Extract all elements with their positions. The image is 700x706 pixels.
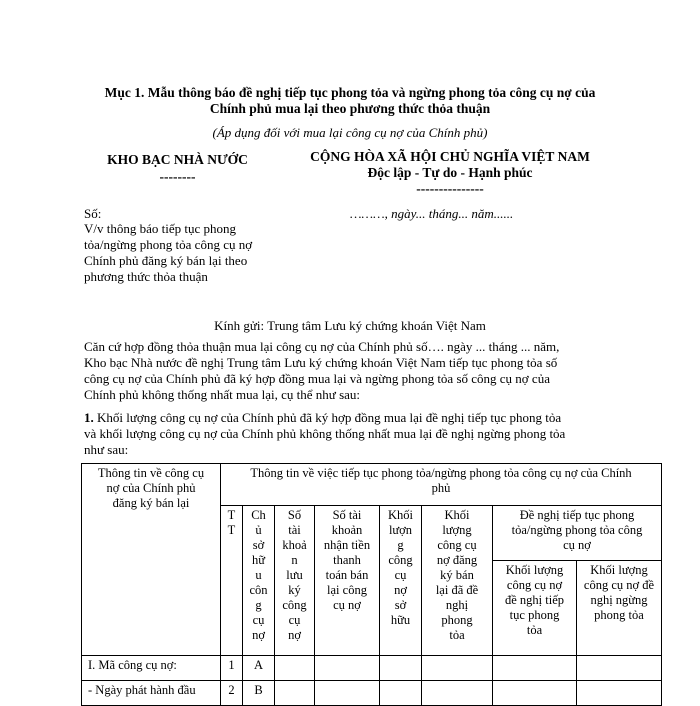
motto-divider: --------------- <box>416 181 484 196</box>
intro-line: Chính phủ không thống nhất mua lại, cụ thể như sau: <box>84 387 361 402</box>
intro-line: công cụ nợ của Chính phủ đã ký hợp đồng mua lại và ngừng phong tỏa số công cụ nợ của <box>84 371 550 386</box>
recipient-line: Kính gửi: Trung tâm Lưu ký chứng khoán Việt Nam <box>214 318 486 333</box>
intro-line: Căn cứ hợp đồng thỏa thuận mua lại công cụ nợ của Chính phủ số…. ngày ... tháng ... năm, <box>84 339 560 354</box>
header-blockade-info: Thông tin về việc tiếp tục phong tỏa/ngừng phong tỏa công cụ nợ của Chính phủ <box>221 464 662 506</box>
row-code: A <box>243 656 275 681</box>
header-owner: Ch ủ sở hữ u côn g cụ nợ <box>243 506 275 656</box>
header-volume-stop: Khối lượng công cụ nợ đề nghị ngừng phong tỏa <box>577 561 662 656</box>
subject-line: V/v thông báo tiếp tục phong <box>84 221 237 236</box>
debt-instrument-table <box>81 463 662 706</box>
nation-name: CỘNG HÒA XÃ HỘI CHỦ NGHĨA VIỆT NAM <box>310 149 590 164</box>
header-volume-continue: Khối lượng công cụ nợ đề nghị tiếp tục phong tỏa <box>493 561 577 656</box>
section-1-line <box>84 410 624 426</box>
agency-divider: -------- <box>159 169 196 184</box>
document-subject <box>84 221 284 285</box>
table-row <box>82 656 662 681</box>
table-row <box>82 681 662 706</box>
header-depository-account: Số tài khoả n lưu ký công cụ nợ <box>275 506 315 656</box>
title-line-1: Mục 1. Mẫu thông báo đề nghị tiếp tục phong tỏa và ngừng phong tỏa công cụ nợ của <box>104 85 596 100</box>
document-number-label: Số: <box>84 206 102 221</box>
subject-line: tỏa/ngừng phong tỏa công cụ nợ <box>84 237 253 252</box>
header-instrument-info: Thông tin về công cụ nợ của Chính phủ đăng ký bán lại <box>82 464 221 656</box>
header-volume-owned: Khối lượn g công cụ nợ sở hữu <box>380 506 422 656</box>
header-payment-account: Số tài khoản nhận tiền thanh toán bán lại công cụ nợ <box>315 506 380 656</box>
section-1-paragraph <box>84 410 624 458</box>
intro-line: Kho bạc Nhà nước đề nghị Trung tâm Lưu ký chứng khoán Việt Nam tiếp tục phong tỏa số <box>84 355 558 370</box>
national-header <box>280 149 620 197</box>
section-1-line: như sau: <box>84 442 129 457</box>
subject-line: Chính phủ đăng ký bán lại theo <box>84 253 248 268</box>
title-line-2: Chính phủ mua lại theo phương thức thỏa thuận <box>209 101 491 116</box>
header-tt: T T <box>221 506 243 656</box>
row-tt: 2 <box>221 681 243 706</box>
document-title <box>80 85 620 117</box>
subject-line: phương thức thỏa thuận <box>84 269 208 284</box>
row-code: B <box>243 681 275 706</box>
intro-paragraph <box>84 339 624 403</box>
row-label: - Ngày phát hành đầu <box>82 681 221 706</box>
section-1-text: Khối lượng công cụ nợ của Chính phủ đã ký hợp đồng mua lại đề nghị tiếp tục phong tỏa <box>93 410 562 425</box>
header-proposal: Đề nghị tiếp tục phong tỏa/ngừng phong tỏa công cụ nợ <box>493 506 662 561</box>
section-1-line: và khối lượng công cụ nợ của Chính phủ không thống nhất mua lại đề nghị ngừng phong tỏa <box>84 426 566 441</box>
section-1-number: 1. <box>84 410 94 425</box>
agency-header <box>90 151 265 185</box>
row-label: I. Mã công cụ nợ: <box>82 656 221 681</box>
header-volume-registered: Khối lượng công cụ nợ đăng ký bán lại đã đề nghị phong tỏa <box>422 506 493 656</box>
agency-name: KHO BẠC NHÀ NƯỚC <box>107 152 248 167</box>
row-tt: 1 <box>221 656 243 681</box>
document-subtitle: (Áp dụng đối với mua lại công cụ nợ của Chính phủ) <box>212 125 488 140</box>
document-date-line: ………, ngày... tháng... năm...... <box>350 206 514 221</box>
national-motto: Độc lập - Tự do - Hạnh phúc <box>367 165 533 180</box>
